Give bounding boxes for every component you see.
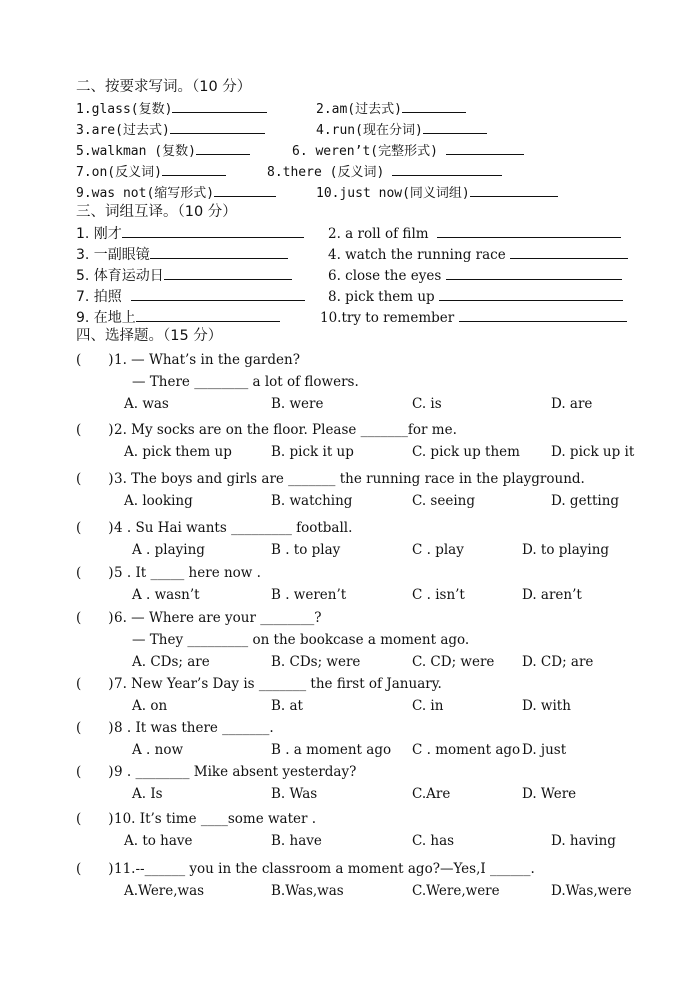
choice-b: B. Was <box>271 786 318 802</box>
choice-a: A. pick them up <box>124 444 232 460</box>
question-text: 2. My socks are on the floor. Please _______for me. <box>114 422 457 438</box>
choice-a: A. on <box>132 698 168 714</box>
choice-d: D. to playing <box>522 542 610 558</box>
question-text: 8 . It was there _______. <box>114 720 274 736</box>
choice-d: D. aren’t <box>522 587 582 603</box>
choice-b: B . a moment ago <box>271 742 392 758</box>
sec3-item-8: 8. pick them up <box>328 287 623 306</box>
answer-paren: ( ) <box>76 352 114 368</box>
choice-b: B. CDs; were <box>271 654 361 670</box>
answer-paren: ( ) <box>76 520 114 536</box>
choice-d: D. just <box>522 742 567 758</box>
sec2-item-2: 2.am(过去式) <box>316 99 466 119</box>
sec3-item-5: 5. 体育运动日 <box>76 266 292 285</box>
choice-a: A.Were,was <box>124 883 205 899</box>
choice-c: C.Were,were <box>412 883 500 899</box>
answer-paren: ( ) <box>76 610 114 626</box>
choice-b: B. at <box>271 698 303 714</box>
question-text: 1. — What’s in the garden? <box>114 352 300 368</box>
question-text: 11.--______ you in the classroom a moment ago?—Yes,I ______. <box>114 861 535 877</box>
answer-paren: ( ) <box>76 422 114 438</box>
choice-a: A. CDs; are <box>132 654 210 670</box>
question-text: 7. New Year’s Day is _______ the first of January. <box>114 676 442 692</box>
answer-paren: ( ) <box>76 861 114 877</box>
sec3-item-10: 10.try to remember <box>320 308 627 327</box>
sec3-item-9: 9. 在地上 <box>76 308 280 327</box>
choice-d: D. Were <box>522 786 577 802</box>
sec2-item-5: 5.walkman (复数) <box>76 141 250 161</box>
answer-paren: ( ) <box>76 720 114 736</box>
sec3-item-3: 3. 一副眼镜 <box>76 245 288 264</box>
question-text: 10. It’s time ____some water . <box>114 811 317 827</box>
choice-b: B . weren’t <box>271 587 347 603</box>
question-text: 4 . Su Hai wants _________ football. <box>114 520 353 536</box>
sec2-item-1: 1.glass(复数) <box>76 99 267 119</box>
sec3-item-4: 4. watch the running race <box>328 245 628 264</box>
answer-paren: ( ) <box>76 811 114 827</box>
answer-paren: ( ) <box>76 676 114 692</box>
sec2-item-8: 8.there (反义词) <box>267 162 502 182</box>
sec3-item-7: 7. 拍照 <box>76 287 305 306</box>
sec3-item-1: 1. 刚才 <box>76 224 304 243</box>
choice-d: D. with <box>522 698 571 714</box>
section-2-title: 二、按要求写词。（10 分） <box>76 79 252 95</box>
choice-c: C . isn’t <box>412 587 465 603</box>
question-text: 6. — Where are your ________? <box>114 610 322 626</box>
sec2-item-6: 6. weren’t(完整形式) <box>292 141 524 161</box>
question-text: 3. The boys and girls are _______ the running race in the playground. <box>114 471 585 487</box>
choice-a: A. was <box>124 396 169 412</box>
choice-d: D. CD; are <box>522 654 594 670</box>
choice-d: D.Was,were <box>551 883 632 899</box>
choice-c: C . moment ago <box>412 742 521 758</box>
sec2-item-7: 7.on(反义词) <box>76 162 226 182</box>
choice-a: A . wasn’t <box>132 587 200 603</box>
sec2-item-4: 4.run(现在分词) <box>316 120 487 140</box>
choice-c: C. CD; were <box>412 654 495 670</box>
choice-c: C.Are <box>412 786 451 802</box>
choice-c: C. is <box>412 396 442 412</box>
choice-a: A . playing <box>132 542 205 558</box>
sec2-item-9: 9.was not(缩写形式) <box>76 183 276 203</box>
question-followup: — They _________ on the bookcase a moment ago. <box>132 632 470 648</box>
choice-d: D. getting <box>551 493 620 509</box>
question-text: 5 . It _____ here now . <box>114 565 261 581</box>
choice-b: B. were <box>271 396 324 412</box>
choice-b: B . to play <box>271 542 341 558</box>
choice-b: B. watching <box>271 493 353 509</box>
sec3-item-2: 2. a roll of film <box>328 224 621 243</box>
question-text: 9 . ________ Mike absent yesterday? <box>114 764 357 780</box>
choice-c: C. has <box>412 833 455 849</box>
answer-paren: ( ) <box>76 565 114 581</box>
sec3-item-6: 6. close the eyes <box>328 266 622 285</box>
section-4-title: 四、选择题。（15 分） <box>76 328 223 344</box>
choice-c: C . play <box>412 542 464 558</box>
choice-d: D. pick up it <box>551 444 635 460</box>
answer-paren: ( ) <box>76 471 114 487</box>
choice-b: B. pick it up <box>271 444 354 460</box>
choice-b: B. have <box>271 833 322 849</box>
choice-a: A. looking <box>124 493 193 509</box>
sec2-item-10: 10.just now(同义词组) <box>316 183 558 203</box>
choice-a: A. Is <box>132 786 163 802</box>
choice-c: C. seeing <box>412 493 475 509</box>
sec2-item-3: 3.are(过去式) <box>76 120 265 140</box>
answer-paren: ( ) <box>76 764 114 780</box>
question-followup: — There ________ a lot of flowers. <box>132 374 359 390</box>
choice-c: C. in <box>412 698 444 714</box>
choice-c: C. pick up them <box>412 444 520 460</box>
choice-d: D. having <box>551 833 616 849</box>
section-3-title: 三、词组互译。（10 分） <box>76 204 237 220</box>
choice-a: A. to have <box>124 833 193 849</box>
choice-a: A . now <box>132 742 184 758</box>
choice-d: D. are <box>551 396 593 412</box>
choice-b: B.Was,was <box>271 883 344 899</box>
